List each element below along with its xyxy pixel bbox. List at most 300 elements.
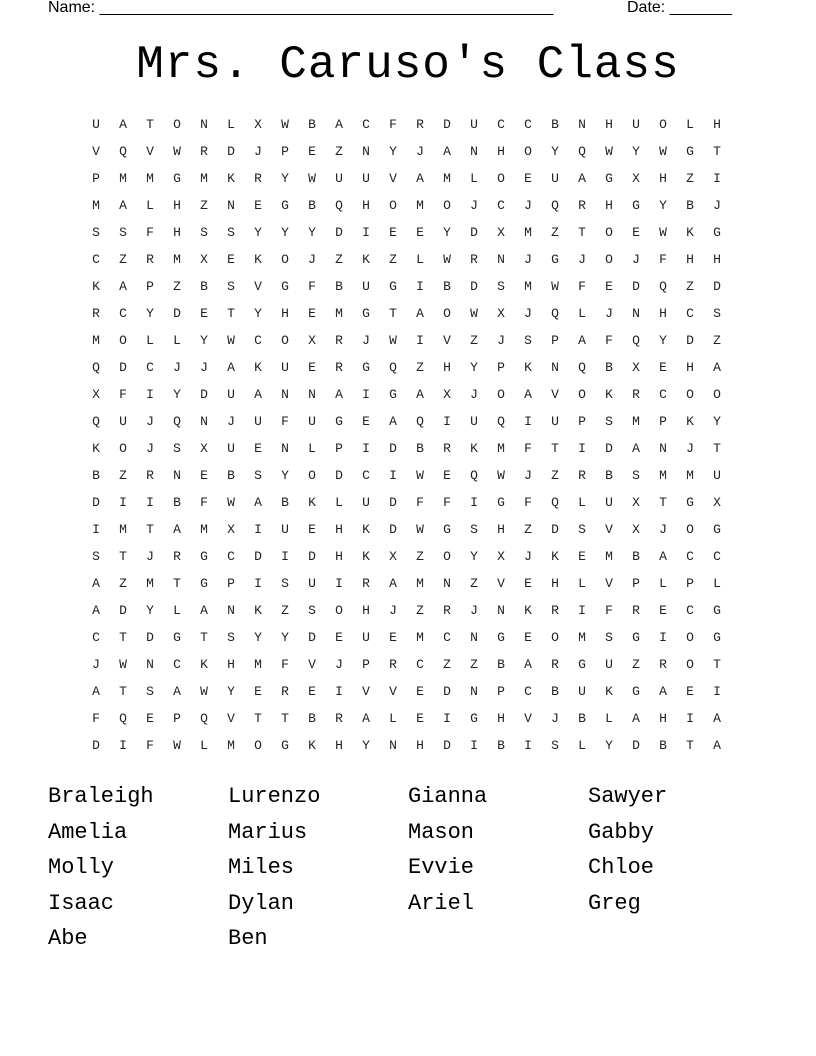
grid-letter: A — [119, 279, 127, 294]
word-list-item: Amelia — [48, 819, 128, 845]
grid-letter: V — [227, 711, 235, 726]
grid-letter: J — [362, 333, 370, 348]
grid-letter: E — [254, 198, 262, 213]
grid-letter: D — [443, 117, 451, 132]
grid-letter: Q — [578, 360, 586, 375]
grid-letter: R — [281, 684, 289, 699]
grid-letter: T — [713, 657, 721, 672]
grid-letter: T — [659, 495, 667, 510]
grid-letter: B — [605, 360, 613, 375]
grid-letter: M — [254, 657, 262, 672]
grid-letter: V — [254, 279, 262, 294]
grid-letter: X — [497, 549, 505, 564]
grid-letter: J — [92, 657, 100, 672]
grid-letter: Q — [497, 414, 505, 429]
grid-letter: N — [497, 603, 505, 618]
grid-letter: J — [227, 414, 235, 429]
grid-letter: B — [200, 279, 208, 294]
grid-letter: J — [551, 711, 559, 726]
grid-letter: G — [632, 684, 640, 699]
grid-letter: L — [173, 333, 181, 348]
grid-row — [86, 655, 746, 682]
grid-letter: V — [308, 657, 316, 672]
grid-letter: P — [632, 576, 640, 591]
grid-letter: F — [443, 495, 451, 510]
grid-letter: K — [92, 279, 100, 294]
grid-letter: F — [605, 333, 613, 348]
grid-letter: J — [470, 387, 478, 402]
grid-letter: J — [389, 603, 397, 618]
grid-letter: C — [254, 333, 262, 348]
page-title: Mrs. Caruso's Class — [136, 39, 680, 91]
grid-letter: I — [92, 522, 100, 537]
grid-letter: F — [146, 738, 154, 753]
grid-letter: V — [524, 711, 532, 726]
grid-letter: B — [416, 441, 424, 456]
grid-letter: T — [551, 441, 559, 456]
grid-letter: H — [659, 171, 667, 186]
grid-letter: A — [92, 576, 100, 591]
grid-letter: C — [119, 306, 127, 321]
grid-letter: N — [470, 630, 478, 645]
grid-letter: D — [173, 306, 181, 321]
grid-letter: B — [686, 198, 694, 213]
grid-row — [86, 304, 746, 331]
grid-letter: B — [551, 117, 559, 132]
grid-letter: B — [443, 279, 451, 294]
grid-letter: A — [335, 387, 343, 402]
grid-letter: C — [497, 117, 505, 132]
grid-letter: G — [713, 603, 721, 618]
grid-letter: G — [470, 711, 478, 726]
grid-letter: E — [308, 306, 316, 321]
grid-letter: X — [713, 495, 721, 510]
grid-letter: Y — [281, 171, 289, 186]
grid-letter: P — [551, 333, 559, 348]
grid-letter: R — [632, 387, 640, 402]
grid-letter: W — [416, 468, 424, 483]
grid-row — [86, 115, 746, 142]
grid-letter: Q — [119, 711, 127, 726]
grid-letter: A — [713, 738, 721, 753]
grid-letter: E — [524, 630, 532, 645]
grid-letter: C — [686, 306, 694, 321]
grid-letter: P — [227, 576, 235, 591]
grid-letter: E — [416, 684, 424, 699]
grid-letter: E — [605, 279, 613, 294]
grid-letter: C — [443, 630, 451, 645]
grid-row — [86, 250, 746, 277]
grid-letter: B — [308, 198, 316, 213]
grid-letter: M — [416, 198, 424, 213]
grid-letter: Y — [551, 144, 559, 159]
grid-letter: F — [578, 279, 586, 294]
grid-letter: U — [281, 522, 289, 537]
grid-letter: M — [524, 279, 532, 294]
grid-letter: X — [254, 117, 262, 132]
grid-letter: N — [470, 684, 478, 699]
grid-letter: C — [659, 387, 667, 402]
grid-letter: Z — [335, 252, 343, 267]
grid-letter: T — [173, 576, 181, 591]
grid-letter: R — [92, 306, 100, 321]
grid-letter: L — [578, 576, 586, 591]
grid-letter: D — [146, 630, 154, 645]
grid-letter: K — [605, 684, 613, 699]
grid-letter: N — [362, 144, 370, 159]
grid-letter: G — [362, 306, 370, 321]
grid-letter: S — [227, 279, 235, 294]
grid-letter: V — [605, 576, 613, 591]
grid-letter: P — [686, 576, 694, 591]
grid-letter: X — [308, 333, 316, 348]
grid-letter: K — [470, 441, 478, 456]
grid-letter: O — [443, 306, 451, 321]
grid-letter: R — [173, 549, 181, 564]
grid-letter: S — [119, 225, 127, 240]
grid-letter: Y — [713, 414, 721, 429]
grid-letter: N — [578, 117, 586, 132]
grid-letter: A — [173, 684, 181, 699]
grid-letter: L — [146, 333, 154, 348]
grid-letter: Y — [632, 144, 640, 159]
word-list-item: Miles — [228, 855, 295, 880]
grid-letter: D — [443, 738, 451, 753]
grid-letter: U — [254, 414, 262, 429]
grid-letter: V — [443, 333, 451, 348]
grid-letter: I — [443, 414, 451, 429]
grid-letter: U — [92, 117, 100, 132]
grid-letter: Y — [227, 684, 235, 699]
grid-letter: H — [497, 144, 505, 159]
grid-letter: F — [92, 711, 100, 726]
grid-letter: U — [335, 171, 343, 186]
grid-letter: M — [173, 252, 181, 267]
grid-letter: X — [497, 306, 505, 321]
grid-letter: E — [443, 468, 451, 483]
grid-letter: I — [281, 549, 289, 564]
grid-letter: O — [308, 468, 316, 483]
grid-letter: I — [659, 630, 667, 645]
grid-letter: G — [605, 171, 613, 186]
grid-letter: O — [497, 387, 505, 402]
grid-letter: S — [551, 738, 559, 753]
grid-letter: O — [389, 198, 397, 213]
grid-letter: T — [119, 684, 127, 699]
grid-letter: T — [281, 711, 289, 726]
grid-letter: W — [659, 225, 667, 240]
grid-letter: E — [335, 630, 343, 645]
grid-letter: B — [92, 468, 100, 483]
grid-letter: P — [146, 279, 154, 294]
grid-letter: Z — [443, 657, 451, 672]
grid-letter: S — [227, 630, 235, 645]
grid-letter: B — [281, 495, 289, 510]
name-field-label[interactable]: Name: ___________________________________________________ — [48, 0, 554, 16]
grid-letter: A — [119, 117, 127, 132]
grid-letter: R — [146, 252, 154, 267]
grid-letter: Y — [254, 225, 262, 240]
grid-letter: W — [416, 522, 424, 537]
grid-letter: Y — [281, 468, 289, 483]
grid-letter: I — [578, 603, 586, 618]
grid-letter: I — [713, 171, 721, 186]
grid-letter: C — [92, 630, 100, 645]
word-list-item: Ben — [228, 926, 268, 951]
date-field-label[interactable]: Date: _______ — [627, 0, 732, 16]
grid-letter: Y — [470, 360, 478, 375]
grid-letter: G — [713, 522, 721, 537]
grid-letter: C — [686, 549, 694, 564]
grid-letter: O — [551, 630, 559, 645]
grid-letter: Y — [605, 738, 613, 753]
grid-letter: Y — [659, 333, 667, 348]
grid-letter: G — [686, 144, 694, 159]
grid-letter: H — [335, 522, 343, 537]
grid-letter: O — [173, 117, 181, 132]
grid-letter: I — [470, 738, 478, 753]
grid-letter: N — [632, 306, 640, 321]
word-list-item: Abe — [48, 926, 88, 951]
grid-letter: D — [119, 603, 127, 618]
grid-letter: F — [200, 495, 208, 510]
grid-letter: C — [524, 117, 532, 132]
grid-letter: W — [173, 738, 181, 753]
grid-letter: N — [443, 576, 451, 591]
grid-letter: R — [551, 603, 559, 618]
grid-letter: M — [659, 468, 667, 483]
grid-letter: H — [281, 306, 289, 321]
grid-letter: R — [335, 333, 343, 348]
grid-letter: N — [497, 252, 505, 267]
grid-letter: I — [119, 738, 127, 753]
grid-letter: L — [335, 495, 343, 510]
grid-letter: G — [578, 657, 586, 672]
word-list-item: Isaac — [48, 890, 115, 916]
grid-letter: O — [497, 171, 505, 186]
grid-letter: N — [470, 144, 478, 159]
grid-letter: U — [713, 468, 721, 483]
word-list-item: Braleigh — [48, 784, 154, 809]
grid-letter: Z — [524, 522, 532, 537]
grid-letter: U — [362, 495, 370, 510]
grid-letter: H — [335, 549, 343, 564]
grid-letter: M — [416, 630, 424, 645]
grid-letter: S — [146, 684, 154, 699]
grid-letter: U — [227, 441, 235, 456]
grid-letter: T — [686, 738, 694, 753]
grid-letter: G — [281, 198, 289, 213]
grid-letter: Q — [92, 414, 100, 429]
grid-letter: U — [362, 630, 370, 645]
grid-letter: R — [200, 144, 208, 159]
grid-letter: B — [605, 468, 613, 483]
grid-letter: J — [200, 360, 208, 375]
grid-letter: S — [470, 522, 478, 537]
grid-letter: G — [551, 252, 559, 267]
grid-letter: J — [146, 414, 154, 429]
grid-row — [86, 493, 746, 520]
grid-letter: N — [389, 738, 397, 753]
grid-letter: I — [254, 522, 262, 537]
grid-letter: R — [362, 576, 370, 591]
grid-letter: E — [524, 576, 532, 591]
grid-letter: H — [659, 306, 667, 321]
grid-letter: A — [254, 495, 262, 510]
grid-letter: U — [308, 576, 316, 591]
grid-letter: X — [632, 360, 640, 375]
word-list-item: Lurenzo — [228, 784, 321, 809]
grid-letter: S — [92, 225, 100, 240]
grid-letter: G — [713, 225, 721, 240]
grid-letter: G — [200, 549, 208, 564]
word-list-item: Evvie — [408, 855, 475, 880]
grid-letter: Z — [173, 279, 181, 294]
grid-letter: R — [389, 657, 397, 672]
grid-letter: S — [92, 549, 100, 564]
grid-row — [86, 547, 746, 574]
grid-letter: N — [200, 117, 208, 132]
grid-letter: L — [578, 495, 586, 510]
grid-letter: C — [686, 603, 694, 618]
grid-letter: G — [389, 387, 397, 402]
grid-letter: I — [389, 468, 397, 483]
grid-letter: B — [497, 657, 505, 672]
grid-letter: H — [605, 198, 613, 213]
grid-letter: J — [605, 306, 613, 321]
grid-letter: I — [254, 576, 262, 591]
grid-letter: W — [551, 279, 559, 294]
grid-letter: Y — [389, 144, 397, 159]
grid-letter: U — [605, 657, 613, 672]
grid-letter: X — [632, 495, 640, 510]
grid-letter: G — [281, 738, 289, 753]
grid-letter: W — [308, 171, 316, 186]
grid-letter: W — [227, 495, 235, 510]
grid-letter: G — [362, 360, 370, 375]
grid-letter: K — [200, 657, 208, 672]
grid-letter: Y — [254, 630, 262, 645]
grid-letter: N — [173, 468, 181, 483]
grid-letter: Q — [578, 144, 586, 159]
grid-letter: J — [173, 360, 181, 375]
grid-letter: R — [578, 468, 586, 483]
grid-letter: Y — [254, 306, 262, 321]
grid-letter: U — [281, 360, 289, 375]
grid-letter: D — [470, 279, 478, 294]
grid-letter: M — [119, 171, 127, 186]
grid-row — [86, 466, 746, 493]
grid-letter: C — [524, 684, 532, 699]
grid-letter: R — [416, 117, 424, 132]
grid-letter: A — [578, 171, 586, 186]
grid-letter: F — [308, 279, 316, 294]
grid-letter: E — [227, 252, 235, 267]
grid-letter: T — [200, 630, 208, 645]
grid-letter: M — [146, 576, 154, 591]
grid-letter: H — [443, 360, 451, 375]
grid-letter: G — [632, 198, 640, 213]
grid-letter: D — [308, 549, 316, 564]
grid-letter: L — [173, 603, 181, 618]
grid-letter: E — [659, 603, 667, 618]
grid-letter: L — [578, 738, 586, 753]
grid-letter: K — [254, 360, 262, 375]
grid-letter: Q — [470, 468, 478, 483]
grid-letter: W — [659, 144, 667, 159]
grid-letter: W — [443, 252, 451, 267]
grid-letter: P — [578, 414, 586, 429]
grid-letter: O — [686, 657, 694, 672]
grid-letter: G — [632, 630, 640, 645]
grid-letter: A — [416, 387, 424, 402]
grid-letter: I — [119, 495, 127, 510]
grid-letter: W — [200, 684, 208, 699]
grid-letter: O — [443, 549, 451, 564]
grid-letter: Q — [335, 198, 343, 213]
grid-letter: V — [362, 684, 370, 699]
grid-letter: J — [524, 198, 532, 213]
grid-letter: I — [362, 387, 370, 402]
grid-letter: H — [605, 117, 613, 132]
grid-letter: M — [632, 414, 640, 429]
grid-letter: Z — [119, 468, 127, 483]
grid-letter: S — [173, 441, 181, 456]
grid-letter: E — [200, 306, 208, 321]
grid-letter: N — [200, 414, 208, 429]
grid-letter: Z — [713, 333, 721, 348]
grid-letter: J — [524, 252, 532, 267]
grid-letter: A — [254, 387, 262, 402]
grid-letter: A — [119, 198, 127, 213]
grid-letter: A — [416, 306, 424, 321]
grid-letter: A — [335, 117, 343, 132]
grid-letter: J — [497, 333, 505, 348]
grid-letter: D — [335, 225, 343, 240]
grid-letter: D — [605, 441, 613, 456]
grid-letter: Z — [281, 603, 289, 618]
grid-letter: L — [416, 252, 424, 267]
grid-letter: O — [119, 333, 127, 348]
grid-letter: X — [443, 387, 451, 402]
grid-letter: M — [497, 441, 505, 456]
grid-letter: F — [524, 495, 532, 510]
grid-letter: R — [578, 198, 586, 213]
grid-letter: T — [146, 522, 154, 537]
grid-letter: P — [497, 684, 505, 699]
grid-letter: P — [281, 144, 289, 159]
grid-letter: W — [470, 306, 478, 321]
grid-letter: M — [578, 630, 586, 645]
grid-letter: D — [389, 522, 397, 537]
grid-letter: E — [362, 414, 370, 429]
grid-row — [86, 277, 746, 304]
grid-letter: K — [308, 738, 316, 753]
grid-letter: W — [227, 333, 235, 348]
grid-letter: C — [146, 360, 154, 375]
grid-letter: Q — [632, 333, 640, 348]
grid-letter: D — [443, 684, 451, 699]
grid-letter: M — [605, 549, 613, 564]
grid-letter: E — [524, 171, 532, 186]
grid-letter: H — [416, 738, 424, 753]
word-list-item: Mason — [408, 819, 475, 845]
grid-letter: Z — [470, 333, 478, 348]
grid-letter: M — [335, 306, 343, 321]
grid-letter: E — [308, 522, 316, 537]
grid-letter: Y — [200, 333, 208, 348]
grid-letter: O — [713, 387, 721, 402]
